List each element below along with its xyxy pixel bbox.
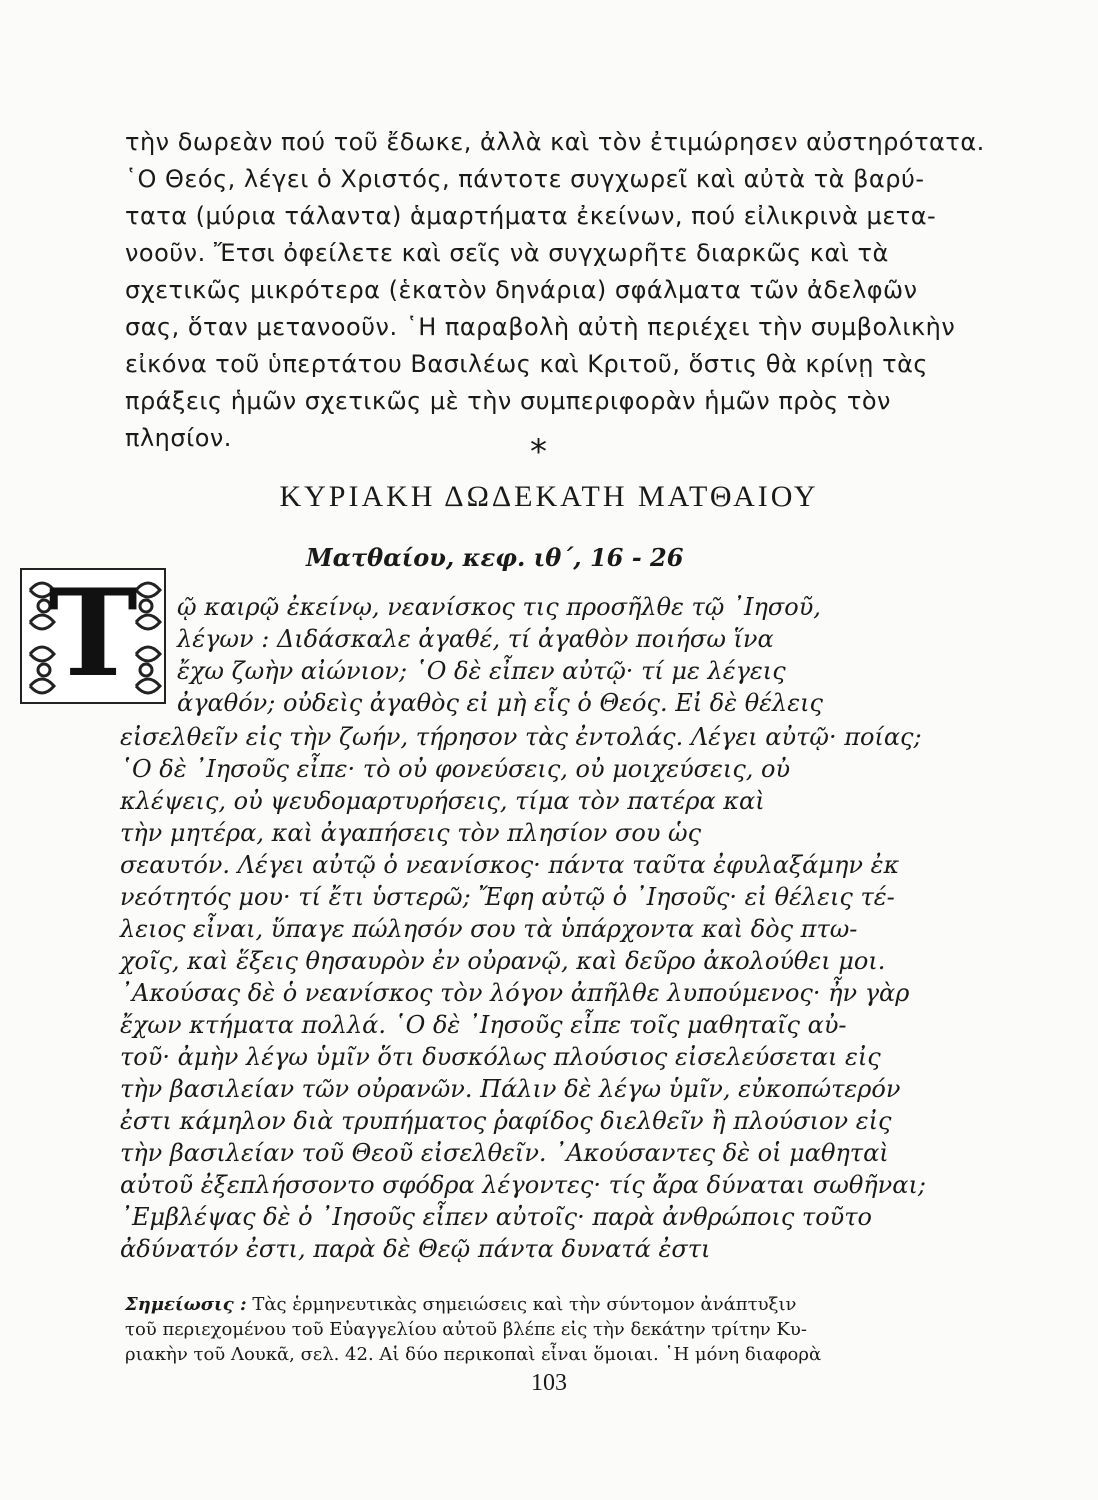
- gospel-text-line: νεότητός μου· τί ἔτι ὑστερῶ; Ἔφη αὐτῷ ὁ ᾿Ιησοῦς· εἰ θέλεις τέ-: [120, 883, 895, 911]
- gospel-text-line: τὴν βασιλείαν τοῦ Θεοῦ εἰσελθεῖν. ᾿Ακούσαντες δὲ οἱ μαθηταὶ: [120, 1139, 889, 1167]
- top-paragraph-line: εἰκόνα τοῦ ὑπερτάτου Βασιλέως καὶ Κριτοῦ, ὅστις θὰ κρίνῃ τὰς: [125, 350, 928, 378]
- scripture-reference: Ματθαίου, κεφ. ιθ΄, 16 - 26: [306, 543, 684, 572]
- gospel-text-line: λειος εἶναι, ὕπαγε πώλησόν σου τὰ ὑπάρχοντα καὶ δὸς πτω-: [120, 915, 858, 943]
- section-separator: *: [530, 432, 547, 472]
- gospel-text-line: ἐστι κάμηλον διὰ τρυπήματος ῥαφίδος διελθεῖν ἢ πλούσιον εἰς: [120, 1107, 892, 1135]
- gospel-text-line: χοῖς, καὶ ἕξεις θησαυρὸν ἐν οὐρανῷ, καὶ δεῦρο ἀκολούθει μοι.: [120, 947, 886, 975]
- note-label: Σημείωσις :: [125, 1294, 247, 1315]
- gospel-text-line: ἀδύνατόν ἐστι, παρὰ δὲ Θεῷ πάντα δυνατά ἐστι: [120, 1235, 711, 1263]
- dropcap-letter: Τ: [48, 568, 138, 704]
- top-paragraph-line: ῾Ο Θεός, λέγει ὁ Χριστός, πάντοτε συγχωρεῖ καὶ αὐτὰ τὰ βαρύ-: [125, 165, 925, 193]
- gospel-text-line: ᾿Εμβλέψας δὲ ὁ ᾿Ιησοῦς εἶπεν αὐτοῖς· παρὰ ἀνθρώποις τοῦτο: [120, 1203, 872, 1231]
- gospel-text-line: τοῦ· ἀμὴν λέγω ὑμῖν ὅτι δυσκόλως πλούσιος εἰσελεύσεται εἰς: [120, 1043, 881, 1071]
- top-paragraph-line: νοοῦν. Ἔτσι ὀφείλετε καὶ σεῖς νὰ συγχωρῆτε διαρκῶς καὶ τὰ: [125, 239, 889, 267]
- note-line: [125, 1293, 796, 1317]
- top-paragraph-line: σχετικῶς μικρότερα (ἑκατὸν δηνάρια) σφάλματα τῶν ἀδελφῶν: [125, 276, 918, 304]
- gospel-text-line: ἔχων κτήματα πολλά. ῾Ο δὲ ᾿Ιησοῦς εἶπε τοῖς μαθηταῖς αὐ-: [120, 1011, 847, 1039]
- top-paragraph-line: τατα (μύρια τάλαντα) ἁμαρτήματα ἐκείνων, πού εἰλικρινὰ μετα-: [125, 202, 937, 230]
- ornamental-dropcap: [20, 568, 166, 704]
- gospel-text-line: τὴν βασιλείαν τῶν οὐρανῶν. Πάλιν δὲ λέγω ὑμῖν, εὐκοπώτερόν: [120, 1075, 901, 1103]
- top-paragraph-line: πράξεις ἡμῶν σχετικῶς μὲ τὴν συμπεριφορὰν ἡμῶν πρὸς τὸν: [125, 387, 891, 415]
- gospel-text-line: αὐτοῦ ἐξεπλήσσοντο σφόδρα λέγοντες· τίς ἄρα δύναται σωθῆναι;: [120, 1171, 926, 1199]
- gospel-text-line: ἀγαθόν; οὐδεὶς ἀγαθὸς εἰ μὴ εἷς ὁ Θεός. Εἰ δὲ θέλεις: [177, 689, 823, 717]
- top-paragraph-line: πλησίον.: [125, 424, 232, 452]
- gospel-text-line: σεαυτόν. Λέγει αὐτῷ ὁ νεανίσκος· πάντα ταῦτα ἐφυλαξάμην ἐκ: [120, 851, 900, 879]
- gospel-text-line: εἰσελθεῖν εἰς τὴν ζωήν, τήρησον τὰς ἐντολάς. Λέγει αὐτῷ· ποίας;: [120, 723, 922, 751]
- note-text: Τὰς ἑρμηνευτικὰς σημειώσεις καὶ τὴν σύντομον ἀνάπτυξιν: [252, 1294, 797, 1315]
- section-heading: ΚΥΡΙΑΚΗ ΔΩΔΕΚΑΤΗ ΜΑΤΘΑΙΟΥ: [279, 480, 819, 513]
- note-line: ριακὴν τοῦ Λουκᾶ, σελ. 42. Αἱ δύο περικοπαὶ εἶναι ὅμοιαι. ῾Η μόνη διαφορὰ: [125, 1344, 822, 1365]
- gospel-text-line: ἔχω ζωὴν αἰώνιον; ῾Ο δὲ εἶπεν αὐτῷ· τί με λέγεις: [177, 657, 786, 685]
- gospel-text-line: τὴν μητέρα, καὶ ἀγαπήσεις τὸν πλησίον σου ὡς: [120, 819, 702, 847]
- note-line: τοῦ περιεχομένου τοῦ Εὐαγγελίου αὐτοῦ βλέπε εἰς τὴν δεκάτην τρίτην Κυ-: [125, 1319, 807, 1340]
- gospel-text-line: ῾Ο δὲ ᾿Ιησοῦς εἶπε· τὸ οὐ φονεύσεις, οὐ μοιχεύσεις, οὐ: [120, 755, 791, 783]
- top-paragraph-line: τὴν δωρεὰν πού τοῦ ἔδωκε, ἀλλὰ καὶ τὸν ἐτιμώρησεν αὐστηρότατα.: [125, 128, 985, 156]
- gospel-text-line: κλέψεις, οὐ ψευδομαρτυρήσεις, τίμα τὸν πατέρα καὶ: [120, 787, 765, 815]
- gospel-text-line: λέγων : Διδάσκαλε ἀγαθέ, τί ἀγαθὸν ποιήσω ἵνα: [177, 625, 774, 653]
- gospel-text-line: ᾿Ακούσας δὲ ὁ νεανίσκος τὸν λόγον ἀπῆλθε λυπούμενος· ἦν γὰρ: [120, 979, 910, 1007]
- top-paragraph-line: σας, ὅταν μετανοοῦν. ῾Η παραβολὴ αὐτὴ περιέχει τὴν συμβολικὴν: [125, 313, 956, 341]
- gospel-text-line: ῷ καιρῷ ἐκείνῳ, νεανίσκος τις προσῆλθε τῷ ᾿Ιησοῦ,: [177, 593, 821, 621]
- page-number: 103: [531, 1370, 567, 1396]
